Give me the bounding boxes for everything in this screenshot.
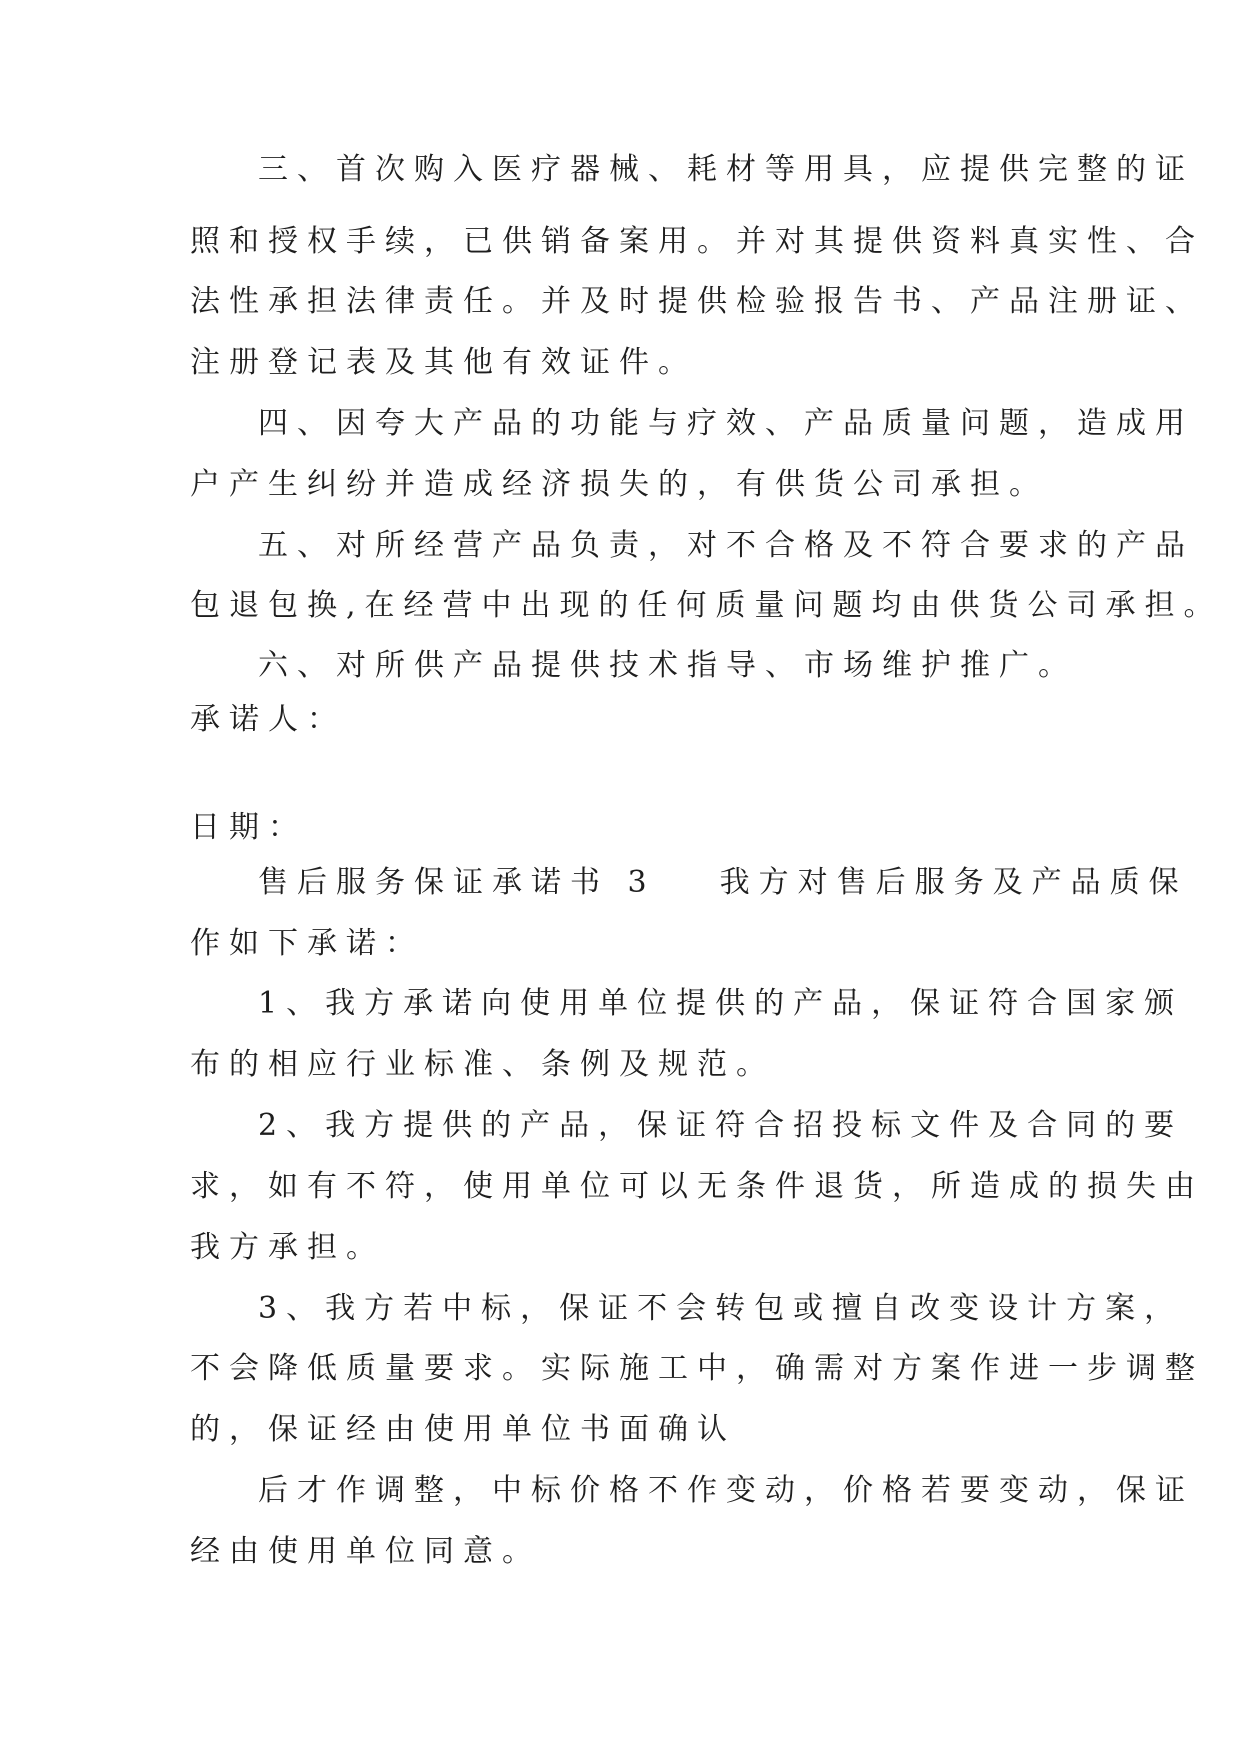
item-4-line-2: 经由使用单位同意。 (190, 1534, 541, 1569)
section-3-title: 售后服务保证承诺书 3 (258, 865, 656, 900)
section-3-heading-line (258, 863, 1188, 903)
item-2-line-3: 我方承担。 (190, 1230, 385, 1265)
item-3-line-3: 的，保证经由使用单位书面确认 (190, 1412, 736, 1447)
item-1-line-2: 布的相应行业标准、条例及规范。 (190, 1047, 775, 1082)
item-2-line-1: 2、我方提供的产品，保证符合招投标文件及合同的要 (258, 1108, 1184, 1143)
paragraph-4-line-1: 四、因夸大产品的功能与疗效、产品质量问题，造成用 (258, 406, 1194, 441)
paragraph-5-line-2: 包退包换,在经营中出现的任何质量问题均由供货公司承担。 (190, 588, 1223, 623)
item-2-line-2: 求，如有不符，使用单位可以无条件退货，所造成的损失由 (190, 1169, 1204, 1204)
paragraph-3-line-2: 照和授权手续，已供销备案用。并对其提供资料真实性、合 (190, 224, 1204, 259)
item-3-line-1: 3、我方若中标，保证不会转包或擅自改变设计方案， (258, 1291, 1184, 1326)
item-1-line-1: 1、我方承诺向使用单位提供的产品，保证符合国家颁 (258, 986, 1184, 1021)
date-label: 日期： (190, 810, 307, 845)
paragraph-4-line-2: 户产生纠纷并造成经济损失的，有供货公司承担。 (190, 467, 1048, 502)
paragraph-5-line-1: 五、对所经营产品负责，对不合格及不符合要求的产品 (258, 528, 1194, 563)
section-3-intro-second: 作如下承诺： (190, 926, 424, 961)
paragraph-3-line-3: 法性承担法律责任。并及时提供检验报告书、产品注册证、 (190, 284, 1204, 319)
paragraph-3-line-1: 三、首次购入医疗器械、耗材等用具，应提供完整的证 (258, 152, 1194, 187)
paragraph-3-line-4: 注册登记表及其他有效证件。 (190, 345, 697, 380)
item-3-line-2: 不会降低质量要求。实际施工中，确需对方案作进一步调整 (190, 1351, 1204, 1386)
promisor-label: 承诺人： (190, 702, 346, 737)
paragraph-6-line-1: 六、对所供产品提供技术指导、市场维护推广。 (258, 648, 1077, 683)
item-4-line-1: 后才作调整，中标价格不作变动，价格若要变动，保证 (258, 1473, 1194, 1508)
section-3-intro-first: 我方对售后服务及产品质保 (719, 865, 1188, 900)
